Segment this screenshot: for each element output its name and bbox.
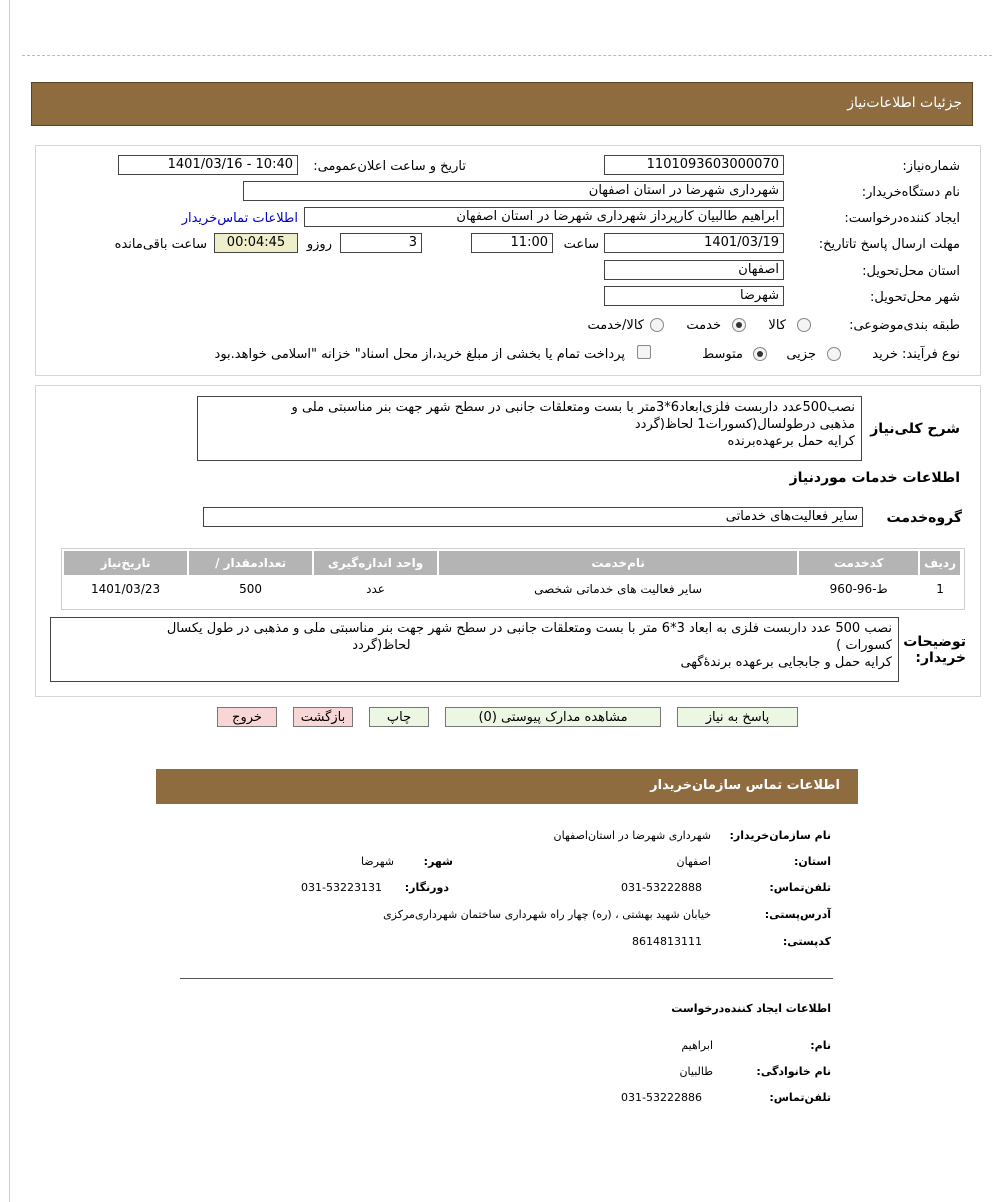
treasury-payment-checkbox[interactable] (637, 345, 651, 359)
reply-button[interactable]: پاسخ به نیاز (677, 707, 798, 727)
col-date: تاریخ‌نیاز (64, 551, 187, 575)
creator-name-value: ابراهیم (681, 1039, 713, 1052)
remaining-time-field: 00:04:45 (214, 233, 298, 253)
org-name-label: نام سازمان‌خریدار: (729, 829, 831, 842)
details-header-title: جزئيات اطلاعات‌نیاز (847, 95, 962, 111)
cell-unit: عدد (366, 582, 385, 596)
org-postal-value: 8614813111 (632, 935, 702, 948)
buyer-notes-line-1: نصب 500 عدد داربست فلزی به ابعاد 3*6 متر با بست ومتعلقات جانبی در سطح شهر جهت بنر مناسبتی ملی و مذهبی در طول یکسال (166, 621, 892, 636)
cell-qty: 500 (239, 582, 263, 596)
creator-label: ایجاد کننده‌درخواست: (844, 211, 960, 226)
deadline-date-field: 1401/03/19 (604, 233, 784, 253)
days-field: 3 (340, 233, 422, 253)
deadline-label: مهلت ارسال پاسخ تا‌تاریخ: (818, 237, 960, 252)
creator-family-label: نام خانوادگی: (756, 1065, 831, 1078)
category-option-goods-service: کالا/خدمت (587, 318, 644, 333)
cell-name: سایر فعالیت های خدماتی شخصی (534, 582, 703, 596)
cell-date: 1401/03/23 (90, 582, 161, 596)
services-section-title: اطلاعات خدمات موردنیاز (789, 470, 960, 486)
creator-info-title: اطلاعات ایجاد کننده‌درخواست (671, 1002, 831, 1015)
org-province-value: اصفهان (676, 855, 711, 868)
org-postal-label: کد‌پستی: (782, 935, 831, 948)
buyer-notes-line-2: کسورات ) لحاظ(گردد (352, 638, 892, 653)
need-info-panel (35, 145, 981, 376)
exit-button[interactable]: خروج (217, 707, 277, 727)
org-name-value: شهرداری شهرضا در استان‌اصفهان (553, 829, 711, 842)
process-label: نوع فرآیند: خرید (872, 347, 960, 362)
org-fax-label: دورنگار: (404, 881, 449, 894)
need-number-label: شماره‌نیاز: (902, 159, 960, 174)
city-field: شهرضا (604, 286, 784, 306)
process-radio-medium[interactable] (753, 347, 767, 361)
col-unit: واحد اندازه‌گیری (314, 551, 437, 575)
city-label: شهر محل‌تحویل: (870, 290, 960, 305)
category-option-goods: کالا (768, 318, 786, 333)
org-address-value: خیابان شهید بهشتی ، (ره) چهار راه شهرداری ساختمان شهرداری‌مرکزی (383, 908, 711, 921)
summary-text (197, 396, 862, 461)
org-info-header (156, 769, 858, 804)
category-radio-goods[interactable] (797, 318, 811, 332)
back-button[interactable]: بازگشت (293, 707, 353, 727)
left-border-line (9, 0, 10, 1202)
buyer-notes-line-3: کرایه حمل و جابجایی برعهده برندهٔ‌گهی (680, 655, 892, 670)
details-header-bar (31, 82, 973, 126)
category-radio-service[interactable] (732, 318, 746, 332)
province-field: اصفهان (604, 260, 784, 280)
print-button[interactable]: چاپ (369, 707, 429, 727)
table-row (64, 577, 960, 601)
col-qty: تعدادمقدار / (189, 551, 312, 575)
cell-row: 1 (936, 582, 944, 596)
days-label: روزو (306, 237, 332, 252)
cell-code: ط-96-960 (829, 582, 888, 596)
org-phone-value: 031-53222888 (621, 881, 702, 894)
process-option-medium: متوسط (702, 347, 743, 362)
creator-family-value: طالبیان (679, 1065, 713, 1078)
org-phone-label: تلفن‌تماس: (769, 881, 831, 894)
summary-line-3: کرایه حمل برعهده‌برنده (727, 434, 855, 449)
remaining-label: ساعت باقی‌مانده (114, 237, 207, 252)
province-label: استان محل‌تحویل: (862, 264, 960, 279)
col-name: نام‌خدمت (439, 551, 797, 575)
attachments-button[interactable]: مشاهده مدارک پیوستی (0) (445, 707, 661, 727)
org-city-label: شهر: (423, 855, 453, 868)
deadline-time-field: 11:00 (471, 233, 553, 253)
summary-line-2: مذهبی درطولسال(کسورات1 لحاظ(گردد (634, 417, 855, 432)
summary-label: شرح کلی‌نیاز (870, 421, 960, 437)
col-code: کدخدمت (799, 551, 918, 575)
service-group-label: گروه‌خدمت (886, 510, 962, 526)
need-number-field: 1101093603000070 (604, 155, 784, 175)
services-table-header (64, 551, 960, 575)
process-option-minor: جزیی (786, 347, 816, 362)
category-radio-goods-service[interactable] (650, 318, 664, 332)
announce-field: 1401/03/16 - 10:40 (118, 155, 298, 175)
col-row: ردیف (920, 551, 960, 575)
deadline-time-label: ساعت (563, 237, 599, 252)
creator-field: ابراهیم طالبیان کارپرداز شهرداری شهرضا در استان اصفهان (304, 207, 784, 227)
org-info-title: اطلاعات تماس سازمان‌خریدار (650, 778, 840, 793)
summary-line-1: نصب500عدد داربست فلزی‌ابعاد6*3متر با بست ومتعلقات جانبی در سطح شهر جهت بنر مناسبتی ملی و (291, 400, 855, 415)
buyer-contact-link[interactable]: اطلاعات تماس‌خریدار (181, 211, 298, 226)
creator-name-label: نام: (810, 1039, 831, 1052)
org-province-label: استان: (794, 855, 831, 868)
category-label: طبقه بندی‌موضوعی: (849, 318, 960, 333)
buyer-notes-text (50, 617, 899, 682)
buyer-org-label: نام دستگاه‌خریدار: (861, 185, 960, 200)
category-option-service: خدمت (686, 318, 721, 333)
treasury-payment-text: پرداخت تمام یا بخشی از مبلغ خرید،از محل اسناد" خزانه "اسلامی خواهد.بود (214, 347, 625, 362)
services-table (62, 549, 962, 603)
creator-phone-label: تلفن‌تماس: (769, 1091, 831, 1104)
service-group-field: سایر فعالیت‌های خدماتی (203, 507, 863, 527)
announce-label: تاریخ و ساعت اعلان‌عمومی: (313, 159, 466, 174)
buyer-notes-label: توضیحات خریدار: (903, 634, 966, 666)
section-separator (180, 978, 833, 979)
org-address-label: آدرس‌پستی: (764, 908, 831, 921)
org-fax-value: 031-53223131 (301, 881, 382, 894)
creator-phone-value: 031-53222886 (621, 1091, 702, 1104)
buyer-org-field: شهرداری شهرضا در استان اصفهان (243, 181, 784, 201)
process-radio-minor[interactable] (827, 347, 841, 361)
org-city-value: شهرضا (360, 855, 394, 868)
top-divider (22, 55, 992, 56)
